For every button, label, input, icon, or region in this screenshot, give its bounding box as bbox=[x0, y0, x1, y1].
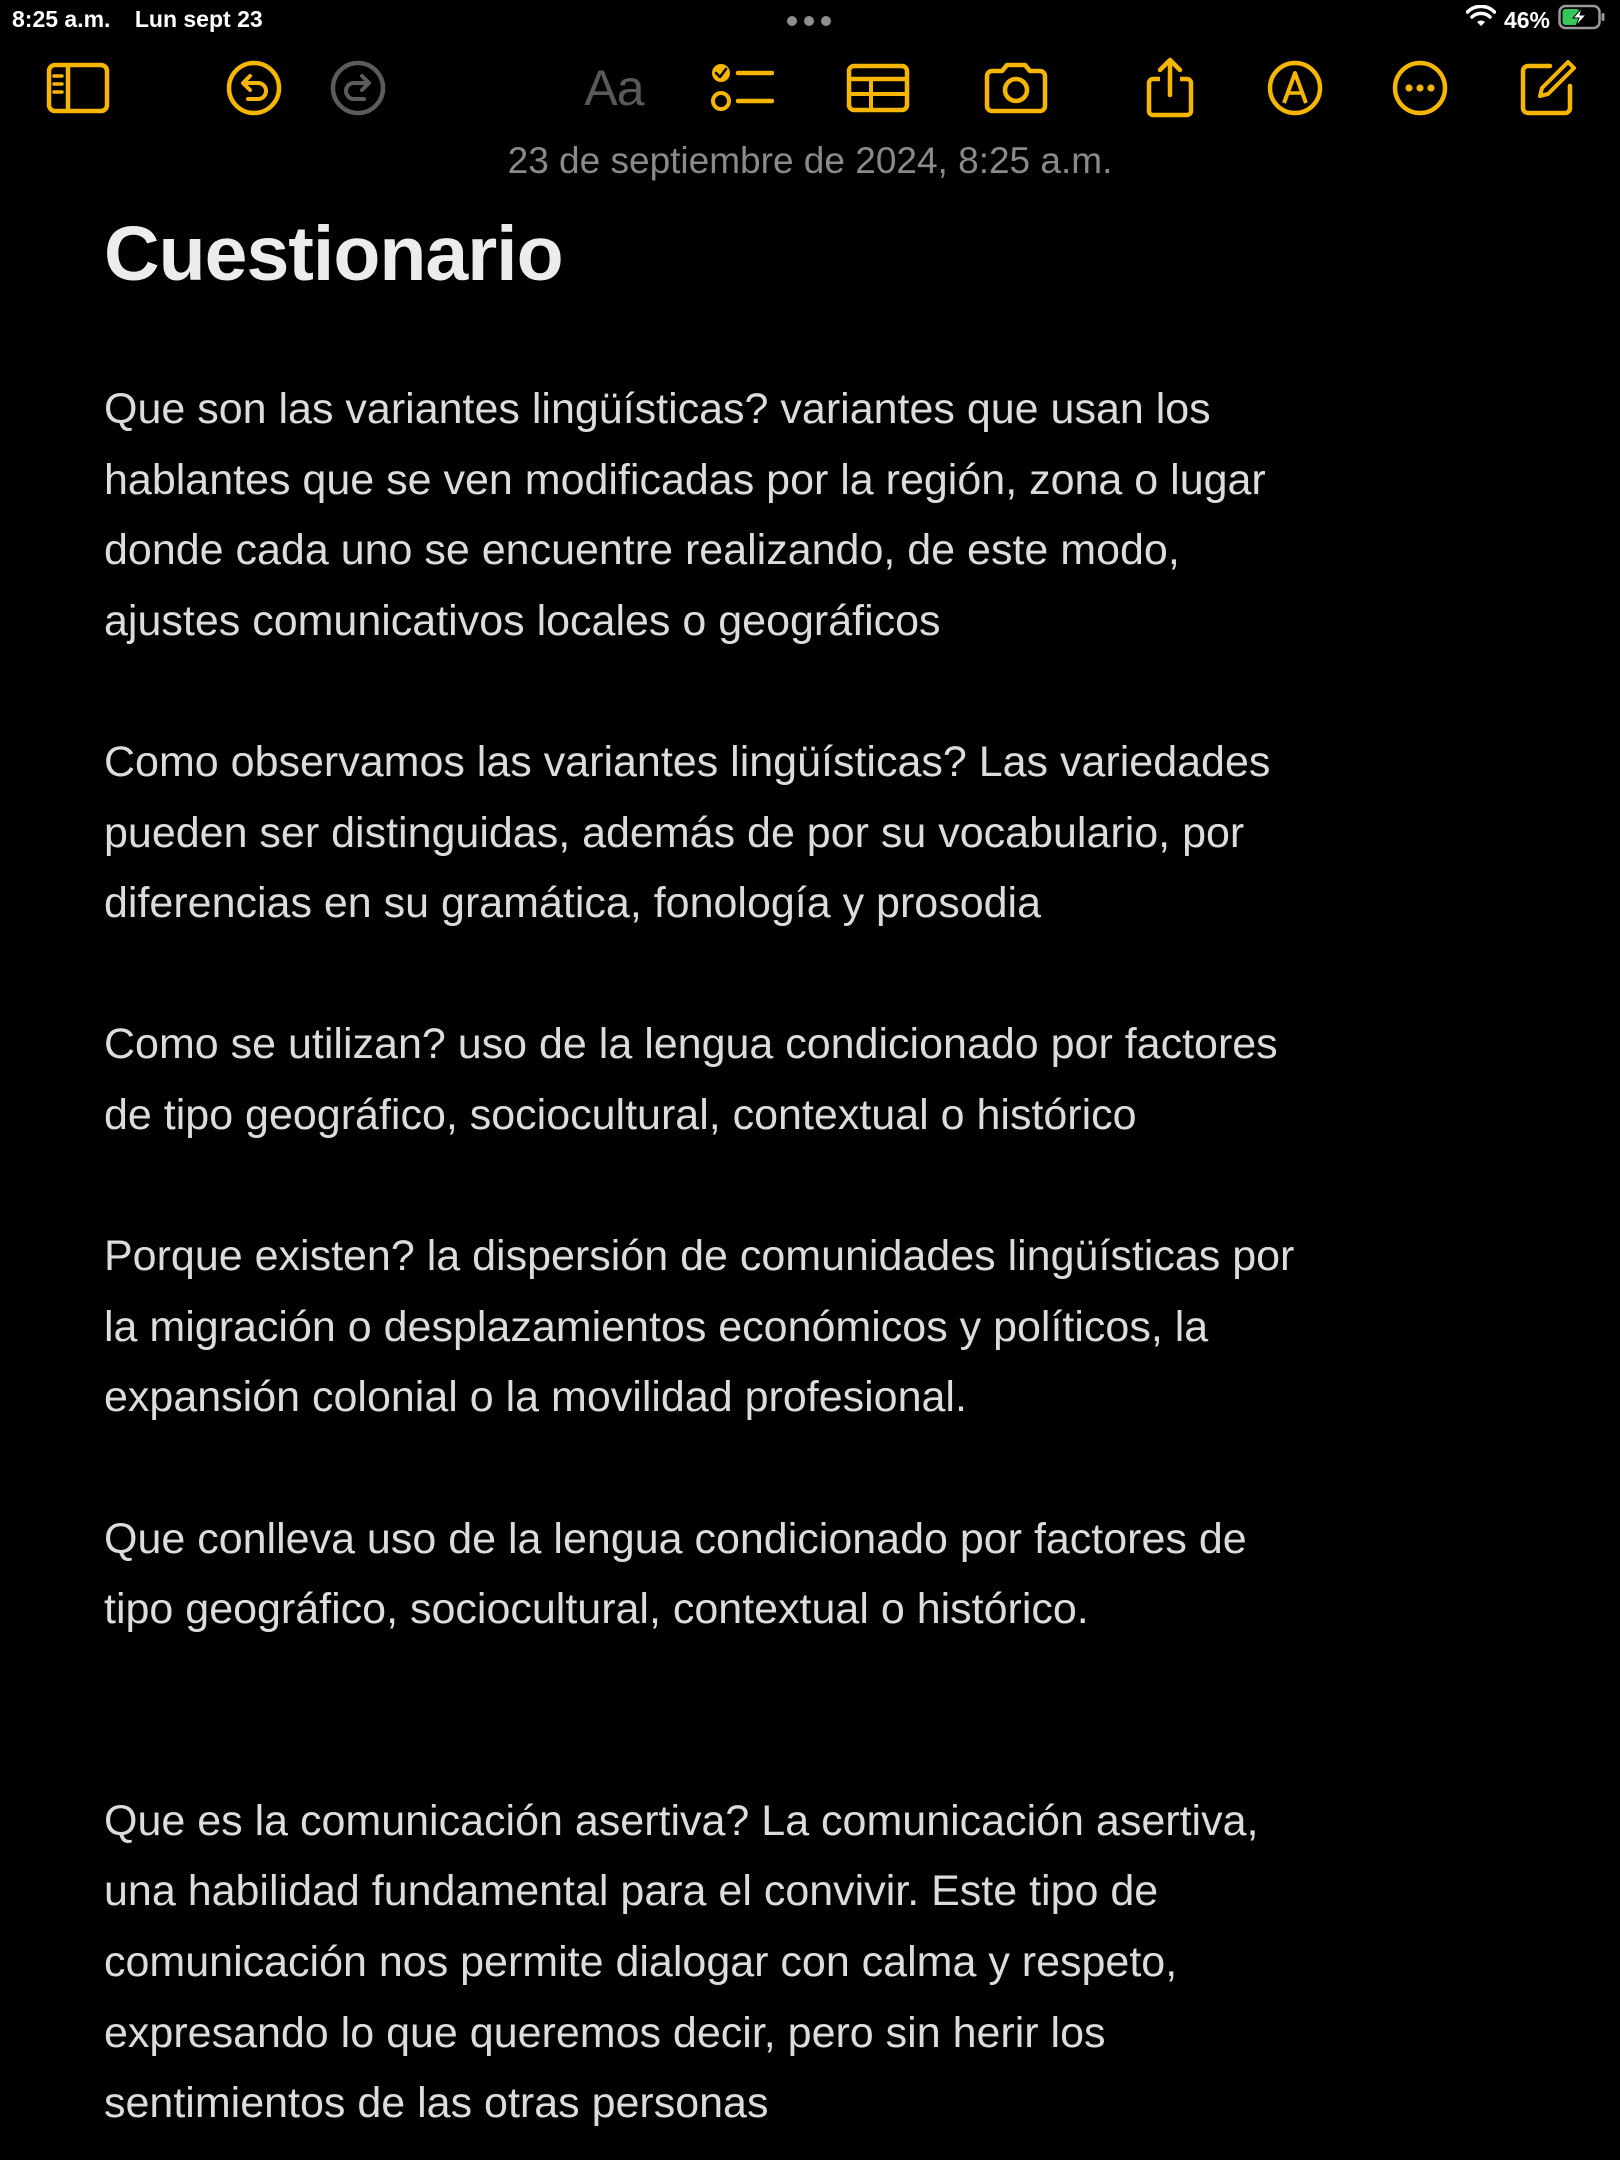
note-line: Que es la comunicación asertiva? La comunicación asertiva, bbox=[104, 1796, 1259, 1845]
wifi-icon bbox=[1466, 5, 1496, 35]
note-paragraph[interactable] bbox=[104, 727, 1524, 939]
markup-button[interactable] bbox=[1259, 52, 1331, 124]
note-line: ajustes comunicativos locales o geográficos bbox=[104, 596, 941, 645]
status-date: Lun sept 23 bbox=[134, 6, 263, 32]
camera-button[interactable] bbox=[980, 52, 1052, 124]
share-button[interactable] bbox=[1134, 52, 1206, 124]
format-button[interactable] bbox=[568, 52, 660, 124]
note-line: expansión colonial o la movilidad profesional. bbox=[104, 1373, 967, 1422]
sidebar-toggle-button[interactable] bbox=[42, 52, 114, 124]
battery-percent: 46% bbox=[1503, 6, 1550, 33]
note-line: Que son las variantes lingüísticas? variantes que usan los bbox=[104, 385, 1211, 433]
redo-icon bbox=[329, 59, 387, 117]
new-note-button[interactable] bbox=[1512, 52, 1584, 124]
status-time-date bbox=[12, 6, 281, 33]
note-paragraph[interactable] bbox=[104, 1221, 1524, 1433]
note-line: la migración o desplazamientos económicos y políticos, la bbox=[104, 1302, 1209, 1351]
undo-icon bbox=[225, 59, 283, 117]
note-line: de tipo geográfico, sociocultural, contextual o histórico bbox=[104, 1090, 1137, 1139]
table-button[interactable] bbox=[842, 52, 914, 124]
note-line: sentimientos de las otras personas bbox=[104, 2079, 769, 2128]
note-line: hablantes que se ven modificadas por la región, zona o lugar bbox=[104, 455, 1266, 504]
note-paragraph[interactable] bbox=[104, 374, 1524, 656]
markup-icon bbox=[1266, 59, 1324, 117]
share-icon bbox=[1145, 57, 1195, 119]
more-icon bbox=[1391, 59, 1449, 117]
notes-toolbar bbox=[0, 52, 1620, 124]
note-line: Que conlleva uso de la lengua condicionado por factores de bbox=[104, 1514, 1247, 1563]
battery-charging-icon bbox=[1558, 4, 1606, 36]
note-line: comunicación nos permite dialogar con calma y respeto, bbox=[104, 1938, 1178, 1987]
sidebar-icon bbox=[46, 62, 110, 114]
note-editor[interactable] bbox=[104, 204, 1524, 2139]
note-line: donde cada uno se encuentre realizando, de este modo, bbox=[104, 526, 1180, 575]
note-line: expresando lo que queremos decir, pero sin herir los bbox=[104, 2008, 1106, 2057]
checklist-button[interactable] bbox=[706, 52, 778, 124]
note-line: tipo geográfico, sociocultural, contextual o histórico. bbox=[104, 1585, 1089, 1634]
note-line: Porque existen? la dispersión de comunidades lingüísticas por bbox=[104, 1232, 1295, 1281]
status-bar bbox=[0, 0, 1620, 40]
note-title[interactable]: Cuestionario bbox=[104, 211, 563, 297]
note-line: pueden ser distinguidas, además de por su vocabulario, por bbox=[104, 808, 1245, 857]
format-label: Aa bbox=[584, 60, 644, 116]
status-indicators bbox=[1466, 4, 1606, 36]
multitasking-dots-icon[interactable] bbox=[786, 14, 832, 26]
note-paragraph[interactable] bbox=[104, 1786, 1524, 2139]
note-line: Como observamos las variantes lingüísticas? Las variedades bbox=[104, 737, 1271, 786]
note-line: una habilidad fundamental para el convivir. Este tipo de bbox=[104, 1867, 1159, 1916]
checklist-icon bbox=[710, 60, 774, 116]
camera-icon bbox=[983, 62, 1049, 114]
table-icon bbox=[846, 63, 910, 113]
status-time: 8:25 a.m. bbox=[12, 6, 111, 32]
compose-icon bbox=[1518, 58, 1578, 118]
note-paragraph[interactable] bbox=[104, 1504, 1524, 1645]
note-date: 23 de septiembre de 2024, 8:25 a.m. bbox=[507, 140, 1113, 181]
note-line: diferencias en su gramática, fonología y prosodia bbox=[104, 879, 1041, 928]
note-line: Como se utilizan? uso de la lengua condicionado por factores bbox=[104, 1020, 1278, 1069]
redo-button[interactable] bbox=[322, 52, 394, 124]
undo-button[interactable] bbox=[218, 52, 290, 124]
note-paragraph[interactable] bbox=[104, 1009, 1524, 1150]
more-options-button[interactable] bbox=[1384, 52, 1456, 124]
